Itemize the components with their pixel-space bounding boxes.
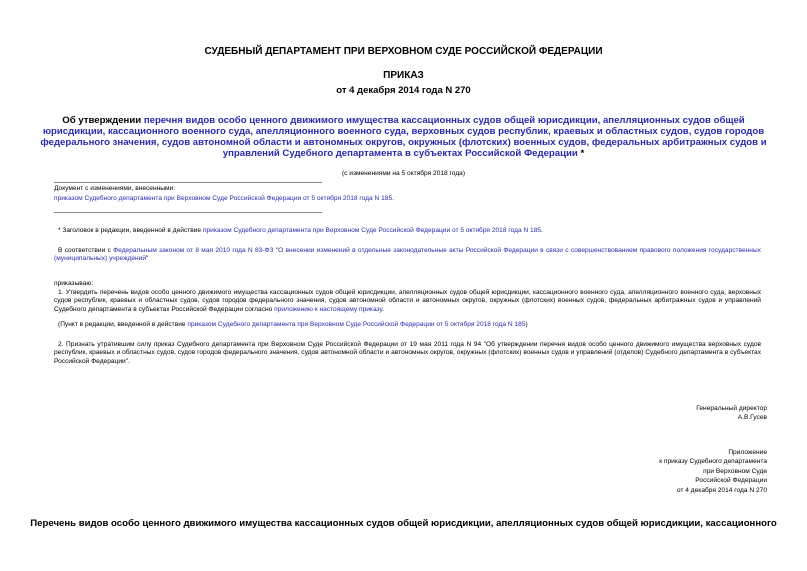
item-1-note-link[interactable]: приказом Судебного департамента при Верховном Суде Российской Федерации от 5 октября 2018 года N 185 <box>187 321 526 328</box>
appendix-list-title: Перечень видов особо ценного движимого имущества кассационных судов общей юрисдикции, апелляционных судов общей юрисдикции, кассационного <box>30 518 777 529</box>
item-2-paragraph <box>54 341 761 366</box>
appendix-line-1: Приложение <box>728 449 767 456</box>
footnote <box>54 227 543 235</box>
preamble-middle: " <box>273 247 279 254</box>
footnote-end: . <box>541 227 543 234</box>
item-1-note-end: ) <box>525 321 528 328</box>
item-1-note-prefix: (Пункт в редакции, введенной в действие <box>58 321 188 328</box>
preamble-law-link[interactable]: Федеральным законом от 8 мая 2010 года N 83-ФЗ <box>113 247 274 254</box>
item-1-note <box>54 321 528 329</box>
title-suffix: * <box>577 148 585 159</box>
department-heading: СУДЕБНЫЙ ДЕПАРТАМЕНТ ПРИ ВЕРХОВНОМ СУДЕ РОССИЙСКОЙ ФЕДЕРАЦИИ <box>204 46 603 57</box>
preamble-paragraph <box>54 247 761 264</box>
divider-bottom <box>54 212 322 213</box>
item-1-appendix-link[interactable]: приложению к настоящему приказу <box>274 305 383 313</box>
amendments-end: . <box>392 195 394 202</box>
appendix-line-5: от 4 декабря 2014 года N 270 <box>676 486 767 494</box>
item-1-paragraph <box>54 289 761 314</box>
item-2-text: 2. Признать утратившим силу приказ Судебного департамента при Верховном Суде Российской Федерации от 19 мая 2011 года N 94 "Об утверждении перечня видов особо ценного движимого имущества верховных судов республик, краевых и областных судов, судов городов федерального значения, судов автономной области и автономных округов, окружных (флотских) военных судов и управлений (отделов) Судебного департамента в субъектах Российской Федерации". <box>54 341 761 365</box>
item-1-end: . <box>382 305 384 313</box>
doc-date-number: от 4 декабря 2014 года N 270 <box>336 85 471 96</box>
preamble-prefix: В соответствии с <box>58 247 114 254</box>
amendments-link[interactable]: приказом Судебного департамента при Верховном Суде Российской Федерации от 5 октября 2018 года N 185 <box>54 195 393 202</box>
footnote-prefix: * Заголовок в редакции, введенной в действие <box>58 227 203 234</box>
signatory-position: Генеральный директор <box>696 405 767 412</box>
document-title <box>30 115 777 159</box>
signatory-name: А.В.Гусев <box>737 414 767 421</box>
preamble-end: " <box>146 255 149 263</box>
appendix-line-2: к приказу Судебного департамента <box>659 458 767 466</box>
appendix-line-4: Российской Федерации <box>695 477 767 485</box>
doc-type-heading: ПРИКАЗ <box>383 70 424 81</box>
order-word: приказываю: <box>54 280 94 287</box>
item-1-text: 1. Утвердить перечень видов особо ценного движимого имущества кассационных судов общей юрисдикции, апелляционных судов общей юрисдикции, кассационного военного суда, апелляционного военного суда, верховных судов республик, краевых и областных судов, судов городов федерального значения, судов автономной области и автономных округов, окружных (флотских) военных судов, федеральных арбитражных судов и управлений Судебного департамента в субъектах Российской Федерации согласно <box>54 289 761 313</box>
appendix-line-3: при Верховном Суде <box>703 467 767 475</box>
title-link[interactable]: перечня видов особо ценного движимого имущества кассационных судов общей юрисдикции, апелляционных судов общей юрисдикции, кассационного военного суда, апелляционного военного суда, верховных судов республик, краевых и областных судов, судов городов федерального значения, судов автономной области и автономных округов, окружных (флотских) военных судов, федеральных арбитражных судов и управлений Судебного департамента в субъектах Российской Федерации <box>40 115 767 159</box>
changes-note: (с изменениями на 5 октября 2018 года) <box>341 170 466 177</box>
appendix-block <box>659 448 767 495</box>
amendments-entry <box>54 195 394 203</box>
preamble-title-link[interactable]: О внесении изменений в отдельные законодательные акты Российской Федерации в связи с совершенствованием правового положения государственных (муниципальных) учреждений <box>54 247 761 263</box>
footnote-link[interactable]: приказом Судебного департамента при Верховном Суде Российской Федерации от 5 октября 2018 года N 185 <box>202 227 542 234</box>
title-prefix: Об утверждении <box>62 115 144 126</box>
divider-top <box>54 182 322 183</box>
amendments-label: Документ с изменениями, внесенными: <box>54 185 176 192</box>
